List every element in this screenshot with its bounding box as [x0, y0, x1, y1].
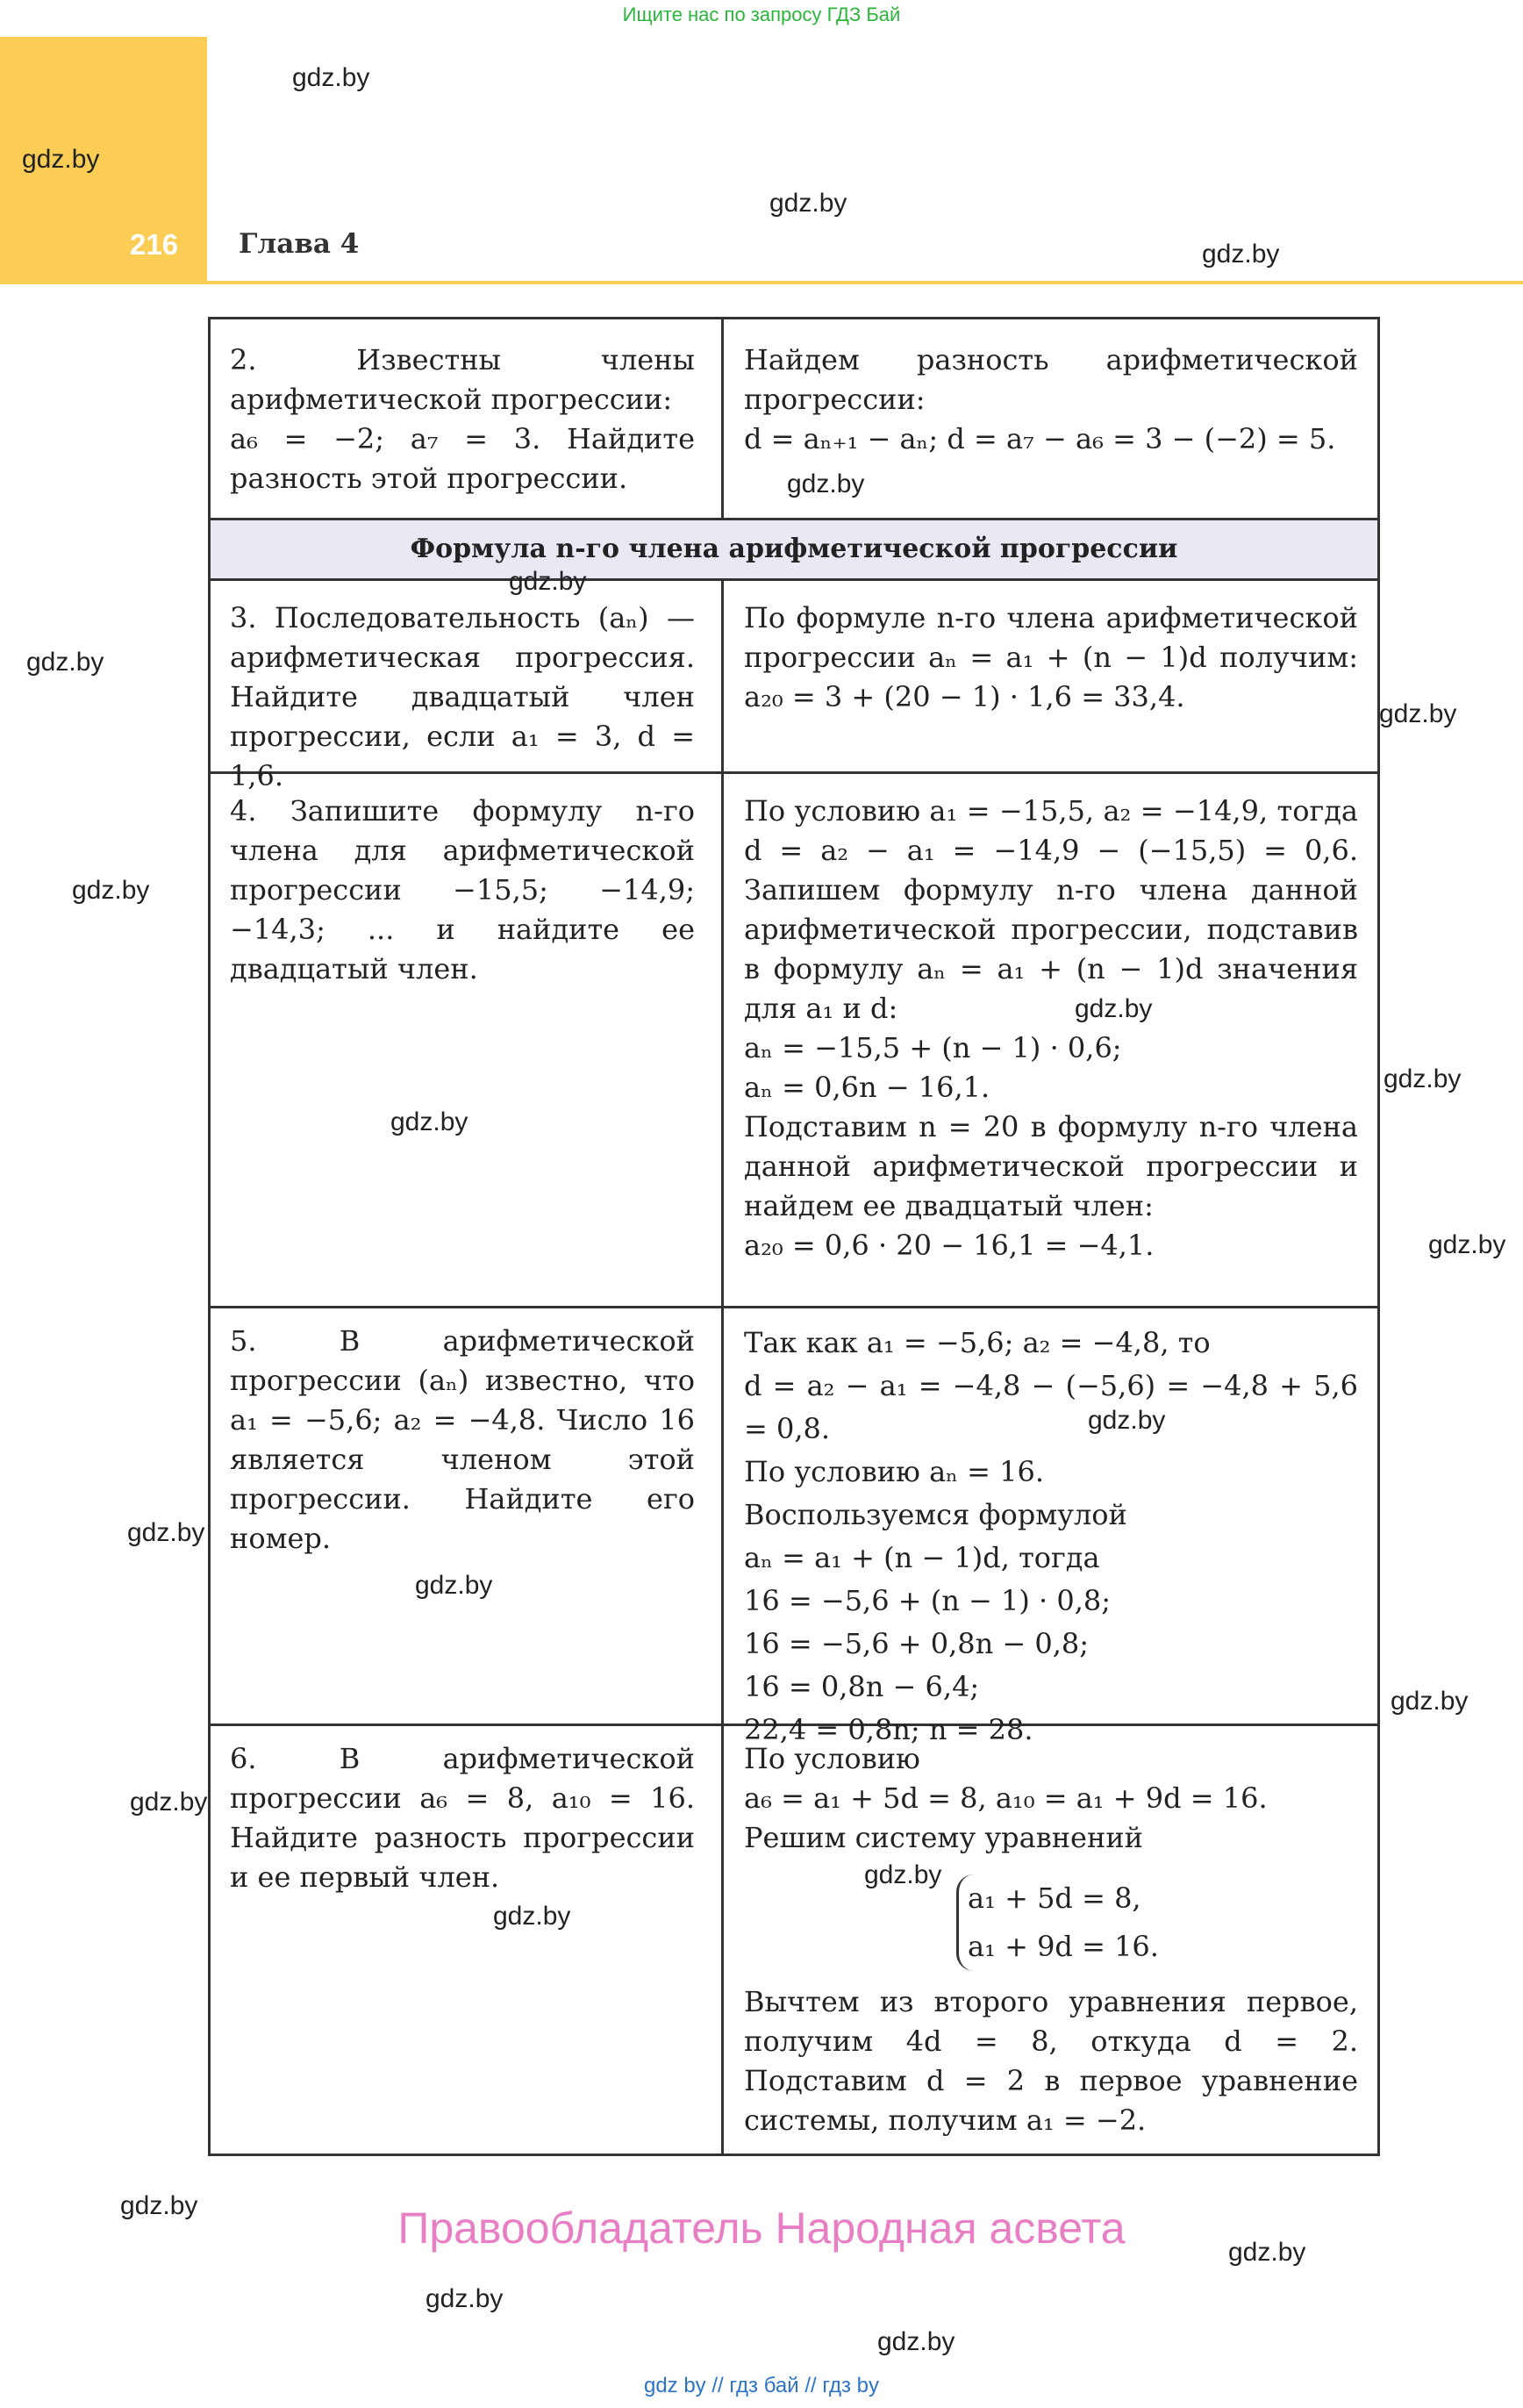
- watermark: gdz.by: [1428, 1230, 1506, 1259]
- column-divider: [721, 319, 724, 520]
- watermark: gdz.by: [509, 567, 587, 596]
- row-divider: [211, 578, 1377, 581]
- solution-6-intro: По условию a₆ = a₁ + 5d = 8, a₁₀ = a₁ + 9d = 16. Решим систему уравнений: [744, 1742, 1268, 1854]
- solution-3: По формуле n-го члена арифметической прогрессии aₙ = a₁ + (n − 1)d получим: a₂₀ = 3 + (20 − 1) · 1,6 = 33,4.: [744, 601, 1358, 713]
- watermark: gdz.by: [864, 1860, 942, 1889]
- section-title: Формула n-го члена арифметической прогрессии: [211, 520, 1377, 578]
- row-divider: [211, 1306, 1377, 1308]
- watermark: gdz.by: [1202, 240, 1280, 269]
- chapter-title: Глава 4: [239, 228, 360, 260]
- watermark: gdz.by: [26, 648, 104, 677]
- task-5: 5. В арифметической прогрессии (aₙ) известно, что a₁ = −5,6; a₂ = −4,8. Число 16 является членом этой прогрессии. Найдите его номер.: [230, 1324, 695, 1555]
- watermark: gdz.by: [1088, 1406, 1166, 1435]
- watermark: gdz.by: [127, 1518, 205, 1547]
- watermark: gdz.by: [22, 145, 100, 174]
- equation-2: a₁ + 9d = 16.: [968, 1930, 1159, 1963]
- watermark: gdz.by: [769, 189, 847, 218]
- task-3: 3. Последовательность (aₙ) — арифметическая прогрессия. Найдите двадцатый член прогрессии, если a₁ = 3, d = 1,6.: [230, 601, 695, 792]
- watermark: gdz.by: [72, 876, 150, 905]
- watermark: gdz.by: [877, 2327, 955, 2356]
- solution-5: Так как a₁ = −5,6; a₂ = −4,8, то d = a₂ − a₁ = −4,8 − (−5,6) = −4,8 + 5,6 = 0,8. По условию aₙ = 16. Воспользуемся формулой aₙ = a₁ + (n − 1)d, тогда 16 = −5,6 + (n − 1) · 0,8; 16 = −5,6 + 0,8n − 0,8; 16 = 0,8n − 6,4; 22,4 = 0,8n; n = 28.: [744, 1326, 1358, 1746]
- page-number: 216: [130, 228, 179, 261]
- task-2: 2. Известны члены арифметической прогрессии: a₆ = −2; a₇ = 3. Найдите разность этой прогрессии.: [230, 343, 695, 495]
- equation-1: a₁ + 5d = 8,: [968, 1881, 1141, 1915]
- bottom-links[interactable]: gdz by // гдз бай // гдз by: [643, 2374, 880, 2397]
- watermark: gdz.by: [130, 1788, 208, 1817]
- watermark: gdz.by: [292, 63, 370, 92]
- equation-system: [956, 1874, 1159, 1971]
- rights-holder: Правообладатель Народная асвета: [397, 2204, 1126, 2253]
- watermark: gdz.by: [390, 1107, 468, 1136]
- watermark: gdz.by: [1379, 699, 1457, 728]
- watermark: gdz.by: [425, 2284, 504, 2313]
- solution-2: Найдем разность арифметической прогрессии: d = aₙ₊₁ − aₙ; d = a₇ − a₆ = 3 − (−2) = 5.: [744, 343, 1358, 455]
- watermark: gdz.by: [787, 469, 865, 498]
- task-6: 6. В арифметической прогрессии a₆ = 8, a₁₀ = 16. Найдите разность прогрессии и ее первый член.: [230, 1742, 695, 1894]
- watermark: gdz.by: [1075, 994, 1153, 1023]
- solutions-table: [208, 317, 1380, 2156]
- top-banner[interactable]: Ищите нас по запросу ГДЗ Бай: [622, 4, 901, 25]
- task-4: 4. Запишите формулу n-го члена для арифметической прогрессии −15,5; −14,9; −14,3; ... и найдите ее двадцатый член.: [230, 794, 695, 985]
- watermark: gdz.by: [1391, 1687, 1469, 1716]
- watermark: gdz.by: [415, 1571, 493, 1600]
- solution-4: По условию a₁ = −15,5, a₂ = −14,9, тогда d = a₂ − a₁ = −14,9 − (−15,5) = 0,6. Запишем формулу n-го члена данной арифметической прогрессии, подставив в формулу aₙ = a₁ + (n − 1)d значения для a₁ и d: aₙ = −15,5 + (n − 1) · 0,6; aₙ = 0,6n − 16,1. Подставим n = 20 в формулу n-го члена данной арифметической прогрессии и найдем ее двадцатый член: a₂₀ = 0,6 · 20 − 16,1 = −4,1.: [744, 794, 1358, 1262]
- watermark: gdz.by: [1384, 1064, 1462, 1093]
- watermark: gdz.by: [493, 1902, 571, 1931]
- watermark: gdz.by: [1228, 2238, 1306, 2267]
- header-rule: [0, 281, 1523, 284]
- solution-6-outro: Вычтем из второго уравнения первое, получим 4d = 8, откуда d = 2. Подставим d = 2 в первое уравнение системы, получим a₁ = −2.: [744, 1985, 1358, 2137]
- watermark: gdz.by: [120, 2191, 198, 2220]
- column-divider: [721, 578, 724, 2156]
